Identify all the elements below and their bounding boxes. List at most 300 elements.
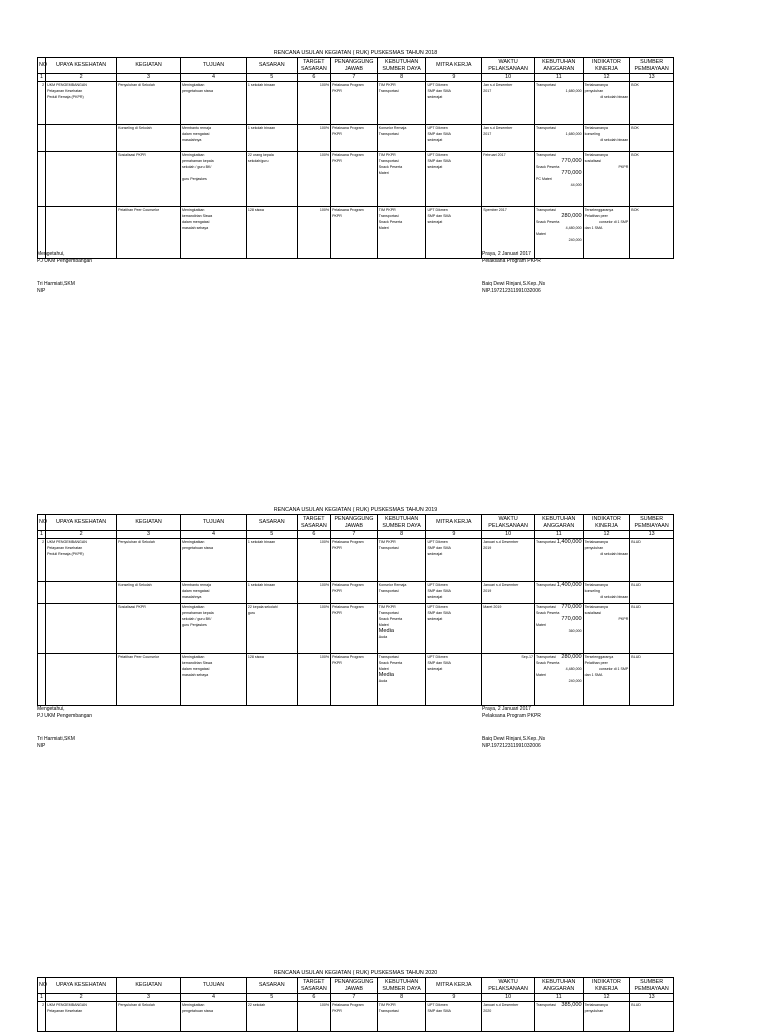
cell-sumber-daya bbox=[377, 82, 426, 125]
indikator-line: Terlaksananya bbox=[584, 126, 608, 130]
budget-label: Transportasi bbox=[535, 153, 556, 157]
cell-sumber-daya bbox=[377, 207, 426, 259]
indikator-line: konseling bbox=[584, 132, 600, 136]
cell-mitra bbox=[426, 125, 482, 152]
column-header: UPAYA KESEHATAN bbox=[46, 515, 117, 531]
cell-sumber-daya bbox=[377, 125, 426, 152]
header-row bbox=[38, 978, 674, 994]
sasaran-line: 128 siswa bbox=[247, 655, 264, 659]
mitra-line: SMP dan SMA bbox=[427, 214, 451, 218]
budget-amount: 770,000 bbox=[561, 616, 582, 622]
tujuan-line: Meningkatkan bbox=[182, 605, 205, 609]
cell-no: 2 bbox=[38, 539, 46, 582]
tujuan-line: masalahnya bbox=[182, 595, 202, 599]
pj-line: PKPR bbox=[332, 589, 342, 593]
cell-mitra bbox=[426, 604, 482, 654]
ruk-report-0 bbox=[37, 50, 674, 259]
cell-anggaran bbox=[534, 604, 583, 654]
cell-kegiatan bbox=[117, 654, 181, 706]
cell-sumber-daya bbox=[377, 1002, 426, 1032]
kegiatan-line: Pelatihan Peer Counselor bbox=[118, 655, 160, 659]
signature-line: Mengetahui, bbox=[37, 251, 65, 257]
budget-amount: 280,000 bbox=[561, 654, 582, 660]
cell-target: 100% bbox=[297, 152, 330, 207]
budget-line bbox=[536, 237, 582, 243]
column-header: KEBUTUHAN SUMBER DAYA bbox=[377, 515, 426, 531]
tujuan-line: Meningkatkan bbox=[182, 153, 205, 157]
column-header: UPAYA KESEHATAN bbox=[46, 978, 117, 994]
tujuan-line: Meningkatkan bbox=[182, 540, 205, 544]
sumber-daya-line: Materi bbox=[378, 226, 389, 230]
budget-amount: 770,000 bbox=[561, 604, 582, 610]
sasaran-line: 1 sekolah binaan bbox=[247, 540, 276, 544]
sasaran-line: 1 sekolah binaan bbox=[247, 126, 276, 130]
budget-amount: 360,000 bbox=[568, 629, 582, 633]
mitra-line: sederajat bbox=[427, 552, 443, 556]
pj-line: Pelaksana Program bbox=[332, 540, 364, 544]
budget-label: Transportasi bbox=[535, 605, 556, 609]
cell-pj bbox=[331, 1002, 378, 1032]
cell-pembiayaan: BLUD bbox=[630, 539, 674, 582]
mitra-line: sederajat bbox=[427, 595, 443, 599]
pj-line: PKPR bbox=[332, 89, 342, 93]
mitra-line: UPT Dikmen bbox=[427, 583, 448, 587]
budget-label: Transportasi bbox=[535, 1003, 556, 1007]
pj-line: PKPR bbox=[332, 214, 342, 218]
column-number: 7 bbox=[331, 74, 378, 82]
mitra-line: SMP dan SMA bbox=[427, 661, 451, 665]
indikator-line: di sekolah binaan bbox=[600, 552, 629, 556]
indikator-line: conselor di 1 SMP bbox=[599, 220, 629, 224]
tujuan-line: guru Penjaskes bbox=[182, 177, 207, 181]
cell-upaya bbox=[46, 82, 117, 125]
indikator-line: di sekolah binaan bbox=[600, 595, 629, 599]
indikator-line: Terlaksananya bbox=[584, 83, 608, 87]
mitra-line: sederajat bbox=[427, 138, 443, 142]
budget-line bbox=[536, 678, 582, 684]
cell-indikator bbox=[583, 539, 630, 582]
budget-line bbox=[536, 628, 582, 634]
tujuan-line: sekolah / guru BK/ bbox=[182, 617, 212, 621]
budget-amount: 770,000 bbox=[561, 170, 582, 176]
sumber-daya-line: Snack Peserta bbox=[378, 165, 403, 169]
cell-sumber-daya bbox=[377, 582, 426, 604]
pj-line: PKPR bbox=[332, 132, 342, 136]
cell-anggaran bbox=[534, 125, 583, 152]
cell-tujuan bbox=[181, 152, 247, 207]
sumber-daya-line: Transportasi bbox=[378, 655, 399, 659]
sumber-daya-line: Konselor Remaja bbox=[378, 126, 407, 130]
sasaran-line: 1 sekolah binaan bbox=[247, 583, 276, 587]
cell-indikator bbox=[583, 82, 630, 125]
cell-indikator bbox=[583, 604, 630, 654]
column-number: 10 bbox=[482, 994, 535, 1002]
tujuan-line: Meningkatkan bbox=[182, 655, 205, 659]
signature-line: NIP bbox=[37, 288, 46, 295]
cell-upaya bbox=[46, 1002, 117, 1032]
budget-amount: 4,480,000 bbox=[565, 667, 582, 671]
cell-waktu bbox=[482, 82, 535, 125]
cell-anggaran bbox=[534, 539, 583, 582]
report-title: RENCANA USULAN KEGIATAN ( RUK) PUSKESMAS TAHUN 2020 bbox=[273, 970, 438, 976]
signature-line bbox=[37, 273, 92, 280]
cell-mitra bbox=[426, 152, 482, 207]
budget-label bbox=[536, 678, 537, 684]
sumber-daya-line: Materi bbox=[378, 667, 389, 671]
budget-label: Snack Peserta bbox=[535, 165, 560, 169]
mitra-line: UPT Dikmen bbox=[427, 126, 448, 130]
signature-line bbox=[37, 721, 92, 728]
column-number: 3 bbox=[117, 531, 181, 539]
column-header: UPAYA KESEHATAN bbox=[46, 58, 117, 74]
cell-pembiayaan: BOK bbox=[630, 82, 674, 125]
cell-sumber-daya bbox=[377, 539, 426, 582]
table-row bbox=[38, 1002, 674, 1032]
budget-line bbox=[536, 88, 582, 94]
table-row bbox=[38, 152, 674, 207]
mitra-line: SMP dan SMA bbox=[427, 89, 451, 93]
sasaran-line: 22 orang kepala bbox=[247, 153, 274, 157]
pj-line: PKPR bbox=[332, 661, 342, 665]
column-header: SUMBER PEMBIAYAAN bbox=[630, 58, 674, 74]
signature-line: Pelaksana Program PKPR bbox=[482, 258, 541, 265]
indikator-line: di sekolah binaan bbox=[600, 95, 629, 99]
cell-pembiayaan: BLUD bbox=[630, 654, 674, 706]
cell-sasaran bbox=[246, 1002, 297, 1032]
budget-label: Transportasi bbox=[535, 83, 556, 87]
table-row bbox=[38, 125, 674, 152]
cell-no: 2 bbox=[38, 1002, 46, 1032]
budget-label: Transportasi bbox=[535, 655, 556, 659]
column-header: NO bbox=[38, 515, 46, 531]
upaya-line: UKM PENGEMBANGAN bbox=[47, 83, 87, 87]
cell-mitra bbox=[426, 539, 482, 582]
indikator-line: penyuluhan bbox=[584, 1009, 604, 1013]
column-number: 3 bbox=[117, 994, 181, 1002]
cell-sasaran bbox=[246, 207, 297, 259]
column-number: 1 bbox=[38, 74, 46, 82]
cell-indikator bbox=[583, 582, 630, 604]
sumber-daya-line: TIM PKPR bbox=[378, 1003, 396, 1007]
signature-line: Baiq Dewi Rinjani,S.Kep.,Ns bbox=[482, 735, 546, 742]
sumber-daya-line: Transportasi bbox=[378, 214, 399, 218]
signature-line bbox=[482, 266, 545, 273]
column-number: 4 bbox=[181, 531, 247, 539]
pj-line: PKPR bbox=[332, 546, 342, 550]
waktu-line: 2020 bbox=[483, 1009, 492, 1013]
cell-kegiatan bbox=[117, 152, 181, 207]
cell-upaya bbox=[46, 152, 117, 207]
column-number: 9 bbox=[426, 994, 482, 1002]
cell-target: 100% bbox=[297, 82, 330, 125]
cell-upaya bbox=[46, 539, 117, 582]
budget-label bbox=[536, 237, 537, 243]
cell-waktu bbox=[482, 125, 535, 152]
indikator-line: Terselenggaranya bbox=[584, 208, 614, 212]
column-header: NO bbox=[38, 58, 46, 74]
pj-line: PKPR bbox=[332, 611, 342, 615]
waktu-line: 2019 bbox=[483, 546, 492, 550]
tujuan-line: Meningkatkan bbox=[182, 1003, 205, 1007]
budget-line bbox=[536, 539, 582, 545]
tujuan-line: Meningkatkan bbox=[182, 208, 205, 212]
cell-sasaran bbox=[246, 582, 297, 604]
indikator-line: Terlaksananya bbox=[584, 540, 608, 544]
signature-line: Mengetahui, bbox=[37, 706, 65, 712]
cell-mitra bbox=[426, 654, 482, 706]
tujuan-line: dalam mengatasi bbox=[182, 589, 210, 593]
signature-right bbox=[482, 706, 545, 750]
column-number: 6 bbox=[297, 74, 330, 82]
pj-line: Pelaksana Program bbox=[332, 126, 364, 130]
column-number: 12 bbox=[583, 74, 630, 82]
cell-target: 100% bbox=[297, 207, 330, 259]
budget-amount: 280,000 bbox=[561, 213, 582, 219]
cell-pembiayaan: BLUD bbox=[630, 604, 674, 654]
column-header: MITRA KERJA bbox=[426, 58, 482, 74]
table-row bbox=[38, 82, 674, 125]
cell-no bbox=[38, 654, 46, 706]
cell-sumber-daya bbox=[377, 152, 426, 207]
column-number: 10 bbox=[482, 531, 535, 539]
mitra-line: SMP dan SMA bbox=[427, 1009, 451, 1013]
sasaran-line: 128 siswa bbox=[247, 208, 264, 212]
upaya-line: Pelayanan Kesehatan bbox=[47, 1009, 83, 1013]
cell-anggaran bbox=[534, 1002, 583, 1032]
upaya-line: Peduli Remaja (PKPR) bbox=[47, 95, 84, 99]
cell-kegiatan bbox=[117, 604, 181, 654]
tujuan-line: pemahaman kepala bbox=[182, 159, 214, 163]
cell-kegiatan bbox=[117, 582, 181, 604]
cell-sasaran bbox=[246, 82, 297, 125]
sumber-daya-line: Media bbox=[378, 628, 394, 634]
cell-anggaran bbox=[534, 582, 583, 604]
sumber-daya-line: TIM PKPR bbox=[378, 153, 396, 157]
pj-line: Pelaksana Program bbox=[332, 208, 364, 212]
mitra-line: UPT Dikmen bbox=[427, 153, 448, 157]
indikator-line: conselor di 1 SMP bbox=[599, 667, 629, 671]
waktu-line: Januari s.d Desember bbox=[483, 540, 519, 544]
indikator-line: Pelatihan peer bbox=[584, 214, 608, 218]
cell-indikator bbox=[583, 207, 630, 259]
signature-line: PJ UKM Pengembangan bbox=[37, 713, 93, 720]
column-number: 12 bbox=[583, 531, 630, 539]
sasaran-line: sekolah/guru bbox=[247, 159, 269, 163]
column-number: 13 bbox=[630, 994, 674, 1002]
column-header: KEBUTUHAN ANGGARAN bbox=[534, 515, 583, 531]
mitra-line: UPT Dikmen bbox=[427, 655, 448, 659]
cell-tujuan bbox=[181, 582, 247, 604]
cell-no: 2 bbox=[38, 82, 46, 125]
column-number: 11 bbox=[534, 994, 583, 1002]
kegiatan-line: Sosialisasi PKPR bbox=[118, 153, 146, 157]
column-header: KEBUTUHAN SUMBER DAYA bbox=[377, 978, 426, 994]
cell-waktu bbox=[482, 152, 535, 207]
cell-pj bbox=[331, 207, 378, 259]
indikator-line: di sekolah binaan bbox=[600, 138, 629, 142]
column-number: 5 bbox=[246, 74, 297, 82]
sumber-daya-line: Auda bbox=[378, 635, 388, 639]
cell-no bbox=[38, 582, 46, 604]
signature-line bbox=[37, 266, 92, 273]
indikator-line: Pelatihan peer bbox=[584, 661, 608, 665]
cell-waktu bbox=[482, 654, 535, 706]
column-number: 13 bbox=[630, 531, 674, 539]
sumber-daya-line: Transportasi bbox=[378, 89, 399, 93]
column-header: WAKTU PELAKSANAAN bbox=[482, 515, 535, 531]
sumber-daya-line: Media bbox=[378, 672, 394, 678]
cell-mitra bbox=[426, 1002, 482, 1032]
sumber-daya-line: Auda bbox=[378, 679, 388, 683]
indikator-line: penyuluhan bbox=[584, 89, 604, 93]
tujuan-line: guru Penjaskes bbox=[182, 623, 207, 627]
budget-label: Transportasi bbox=[535, 126, 556, 130]
mitra-line: sederajat bbox=[427, 165, 443, 169]
tujuan-line: dalam mengatasi bbox=[182, 220, 210, 224]
column-number: 2 bbox=[46, 994, 117, 1002]
ruk-table bbox=[37, 57, 674, 259]
column-header: SUMBER PEMBIAYAAN bbox=[630, 515, 674, 531]
mitra-line: UPT Dikmen bbox=[427, 208, 448, 212]
column-number: 10 bbox=[482, 74, 535, 82]
waktu-line: 2019 bbox=[483, 589, 492, 593]
sasaran-line: 22 sekolah bbox=[247, 1003, 266, 1007]
waktu-line: Februari 2017 bbox=[483, 153, 506, 157]
indikator-line: Terlaksananya bbox=[584, 583, 608, 587]
indikator-line: Terlaksananya bbox=[584, 1003, 608, 1007]
cell-pj bbox=[331, 539, 378, 582]
column-number: 13 bbox=[630, 74, 674, 82]
mitra-line: UPT Dikmen bbox=[427, 83, 448, 87]
cell-waktu bbox=[482, 1002, 535, 1032]
budget-amount: 1,400,000 bbox=[556, 539, 582, 545]
tujuan-line: masalah sebaya bbox=[182, 226, 209, 230]
column-header: PENANGGUNG JAWAB bbox=[331, 58, 378, 74]
cell-sumber-daya bbox=[377, 604, 426, 654]
column-header: KEGIATAN bbox=[117, 515, 181, 531]
pj-line: Pelaksana Program bbox=[332, 153, 364, 157]
signature-line: Baiq Dewi Rinjani,S.Kep.,Ns bbox=[482, 280, 546, 287]
signature-line: NIP.197212311991032006 bbox=[482, 743, 541, 750]
tujuan-line: kemandirian Siswa bbox=[182, 661, 213, 665]
column-header: NO bbox=[38, 978, 46, 994]
report-title: RENCANA USULAN KEGIATAN ( RUK) PUSKESMAS TAHUN 2019 bbox=[273, 507, 438, 513]
waktu-line: Maret 2019 bbox=[483, 605, 502, 609]
pj-line: Pelaksana Program bbox=[332, 605, 364, 609]
cell-waktu bbox=[482, 539, 535, 582]
column-number: 6 bbox=[297, 531, 330, 539]
budget-amount: 385,000 bbox=[561, 1002, 582, 1008]
mitra-line: sederajat bbox=[427, 617, 443, 621]
kegiatan-line: Konseling di Sekolah bbox=[118, 583, 152, 587]
table-row bbox=[38, 604, 674, 654]
cell-no bbox=[38, 604, 46, 654]
column-header: MITRA KERJA bbox=[426, 515, 482, 531]
indikator-line: Terlaksananya bbox=[584, 605, 608, 609]
pj-line: Pelaksana Program bbox=[332, 1003, 364, 1007]
report-title: RENCANA USULAN KEGIATAN ( RUK) PUSKESMAS TAHUN 2018 bbox=[273, 50, 438, 56]
column-number: 7 bbox=[331, 531, 378, 539]
kegiatan-line: Penyuluhan di Sekolah bbox=[118, 83, 155, 87]
column-number-row bbox=[38, 74, 674, 82]
budget-label: Materi bbox=[535, 623, 546, 627]
mitra-line: SMP dan SMA bbox=[427, 589, 451, 593]
cell-pj bbox=[331, 604, 378, 654]
column-number: 9 bbox=[426, 531, 482, 539]
budget-amount: 4,480,000 bbox=[565, 226, 582, 230]
tujuan-line: Membantu remaja bbox=[182, 126, 211, 130]
column-header: TUJUAN bbox=[181, 515, 247, 531]
budget-label: Snack Peserta bbox=[535, 611, 560, 615]
waktu-line: Januari s.d Desember bbox=[483, 583, 519, 587]
ruk-table bbox=[37, 514, 674, 706]
cell-indikator bbox=[583, 125, 630, 152]
budget-label: Transportasi bbox=[535, 583, 556, 587]
budget-label: Transportasi bbox=[535, 540, 556, 544]
column-number: 6 bbox=[297, 994, 330, 1002]
mitra-line: UPT Dikmen bbox=[427, 605, 448, 609]
sasaran-line: 1 sekolah binaan bbox=[247, 83, 276, 87]
sumber-daya-line: Transportasi bbox=[378, 611, 399, 615]
tujuan-line: kemandirian Siswa bbox=[182, 214, 213, 218]
kegiatan-line: Pelatihan Peer Counselor bbox=[118, 208, 160, 212]
kegiatan-line: Sosialisasi PKPR bbox=[118, 605, 146, 609]
sumber-daya-line: Snack Peserta bbox=[378, 661, 403, 665]
column-number: 2 bbox=[46, 531, 117, 539]
sumber-daya-line: Transportasi bbox=[378, 159, 399, 163]
budget-label: PC Materi bbox=[535, 177, 552, 181]
upaya-line: Pelayanan Kesehatan bbox=[47, 546, 83, 550]
column-header: SASARAN bbox=[246, 515, 297, 531]
waktu-date: Sep-17 bbox=[521, 655, 533, 659]
column-header: KEGIATAN bbox=[117, 58, 181, 74]
budget-label: Snack Peserta bbox=[535, 220, 560, 224]
cell-sumber-daya bbox=[377, 654, 426, 706]
signature-line: Praya, 2 Januari 2017 bbox=[482, 251, 531, 257]
table-row bbox=[38, 539, 674, 582]
sumber-daya-line: TIM PKPR bbox=[378, 540, 396, 544]
table-row bbox=[38, 207, 674, 259]
budget-amount: 1,680,000 bbox=[565, 89, 582, 93]
cell-pj bbox=[331, 82, 378, 125]
signature-line: Tri Harmiati,SKM bbox=[37, 735, 75, 742]
cell-sasaran bbox=[246, 604, 297, 654]
cell-anggaran bbox=[534, 82, 583, 125]
budget-line bbox=[536, 582, 582, 588]
cell-target: 100% bbox=[297, 1002, 330, 1032]
budget-label bbox=[536, 131, 537, 137]
sumber-daya-line: TIM PKPR bbox=[378, 83, 396, 87]
budget-amount: 1,680,000 bbox=[565, 132, 582, 136]
budget-label bbox=[536, 628, 537, 634]
mitra-line: SMP dan SMA bbox=[427, 132, 451, 136]
column-header: INDIKATOR KINERJA bbox=[583, 515, 630, 531]
waktu-line: Januari s.d Desember bbox=[483, 1003, 519, 1007]
budget-amount: 240,000 bbox=[568, 238, 582, 242]
cell-tujuan bbox=[181, 654, 247, 706]
tujuan-line: dalam mengatasi bbox=[182, 132, 210, 136]
mitra-line: sederajat bbox=[427, 220, 443, 224]
signature-line: Praya, 2 Januari 2017 bbox=[482, 706, 531, 712]
column-header: TARGET SASARAN bbox=[297, 58, 330, 74]
cell-anggaran bbox=[534, 152, 583, 207]
cell-sasaran bbox=[246, 539, 297, 582]
sumber-daya-line: Konselor Remaja bbox=[378, 583, 407, 587]
signature-left bbox=[37, 706, 92, 750]
budget-amount: 1,400,000 bbox=[556, 582, 582, 588]
signature-line: PJ UKM Pengembangan bbox=[37, 258, 93, 265]
budget-label: Materi bbox=[535, 673, 546, 677]
